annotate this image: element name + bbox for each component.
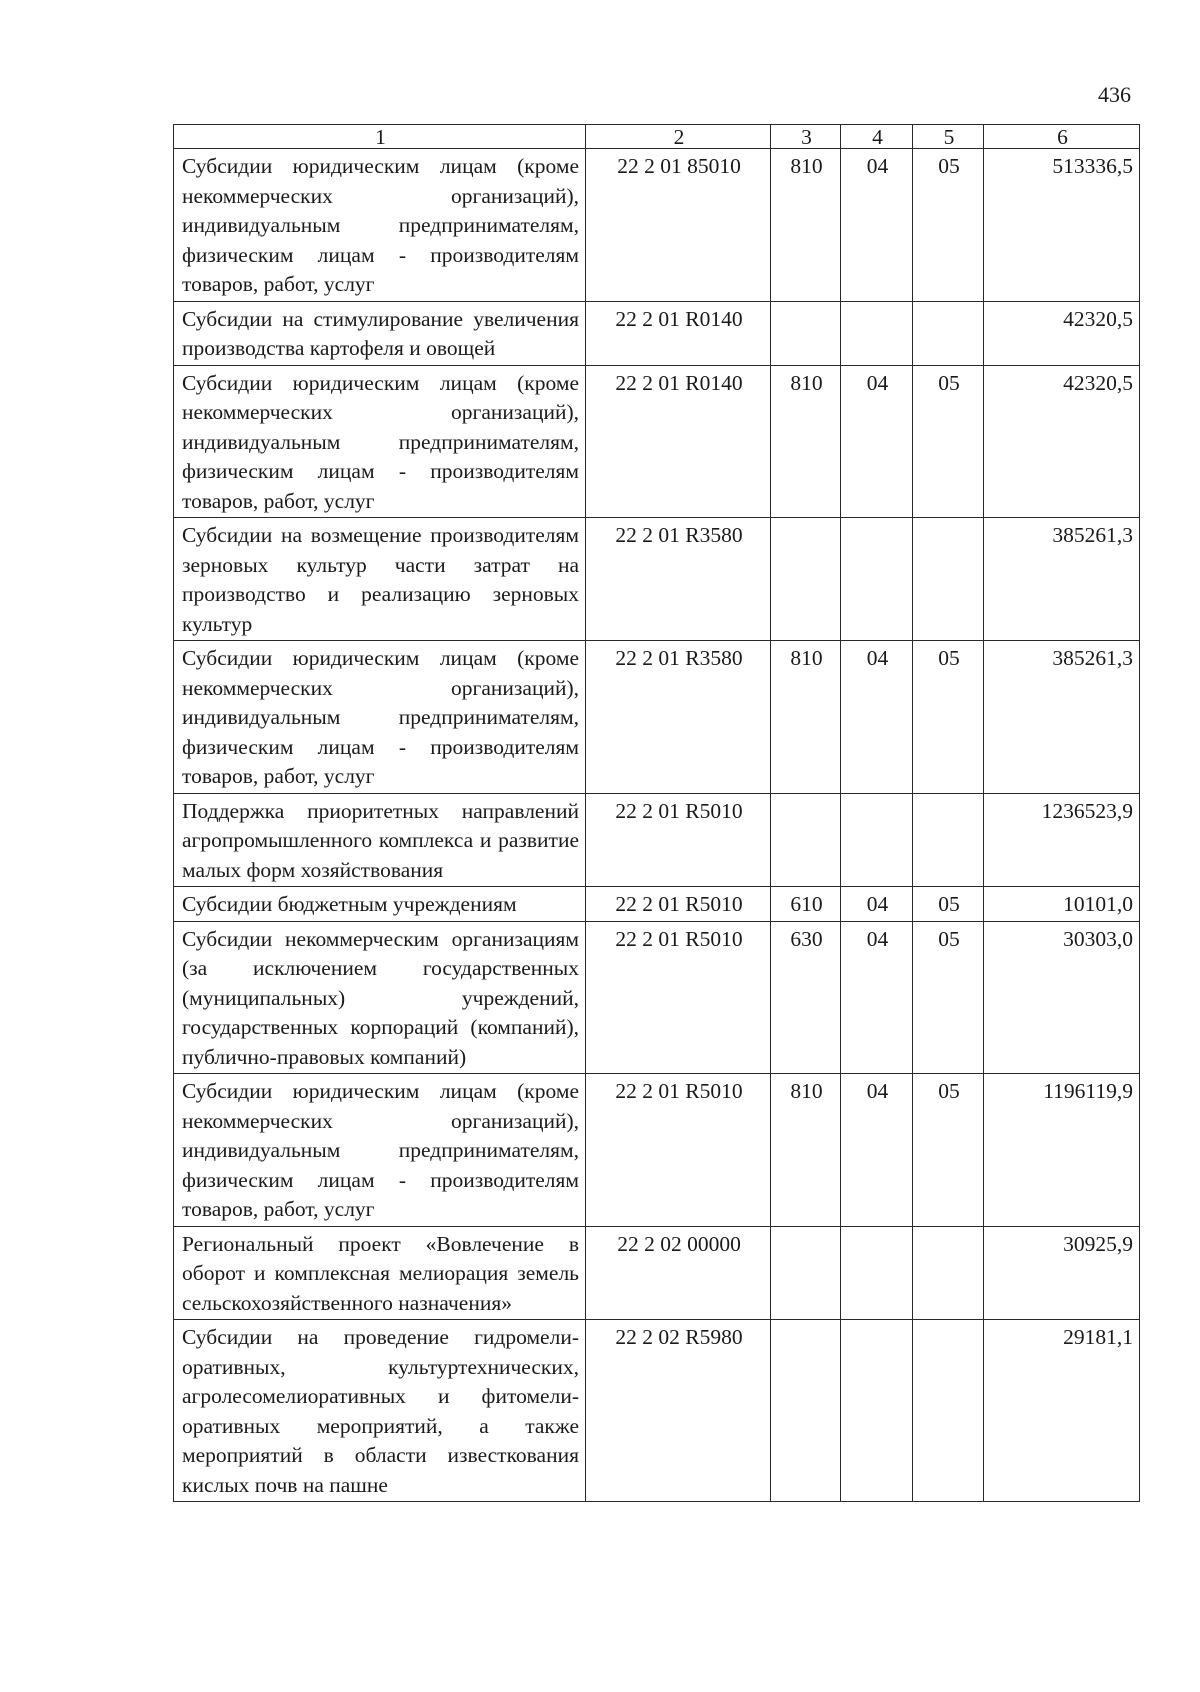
row-code: 22 2 01 R0140 — [586, 365, 771, 518]
row-code: 22 2 01 R5010 — [586, 887, 771, 922]
column-header: 5 — [913, 125, 984, 149]
row-code: 22 2 01 R0140 — [586, 301, 771, 365]
row-col4 — [841, 301, 913, 365]
row-col5 — [913, 793, 984, 887]
row-col4: 04 — [841, 1074, 913, 1227]
table-row — [174, 921, 1140, 1074]
table-row — [174, 149, 1140, 302]
row-col4: 04 — [841, 365, 913, 518]
table-row — [174, 301, 1140, 365]
row-col4 — [841, 518, 913, 641]
row-description: Субсидии юридическим лицам (кроме некоммерческих организаций), индивидуальным предпринимателям, физическим лицам - производителям товаров, работ, услуг — [174, 149, 586, 302]
row-col3 — [771, 1320, 841, 1502]
row-col5 — [913, 518, 984, 641]
row-code: 22 2 02 R5980 — [586, 1320, 771, 1502]
table-row — [174, 887, 1140, 922]
row-col3: 810 — [771, 149, 841, 302]
row-amount: 385261,3 — [984, 641, 1140, 794]
row-description: Субсидии юридическим лицам (кроме некоммерческих организаций), индивидуальным предпринимателям, физическим лицам - производителям товаров, работ, услуг — [174, 1074, 586, 1227]
row-col4: 04 — [841, 887, 913, 922]
row-col3: 630 — [771, 921, 841, 1074]
row-col5 — [913, 1320, 984, 1502]
row-amount: 513336,5 — [984, 149, 1140, 302]
row-description: Региональный проект «Вовлечение в оборот и комплексная мелиорация земель сельскохозяйственного назначения» — [174, 1226, 586, 1320]
column-header: 4 — [841, 125, 913, 149]
row-col5 — [913, 1226, 984, 1320]
row-amount: 1196119,9 — [984, 1074, 1140, 1227]
row-code: 22 2 01 85010 — [586, 149, 771, 302]
row-amount: 30303,0 — [984, 921, 1140, 1074]
row-description: Субсидии юридическим лицам (кроме некоммерческих организаций), индивидуальным предпринимателям, физическим лицам - производителям товаров, работ, услуг — [174, 641, 586, 794]
row-col4: 04 — [841, 641, 913, 794]
row-description: Поддержка приоритетных направлений агропромышленного комплекса и развитие малых форм хозяйствования — [174, 793, 586, 887]
row-amount: 1236523,9 — [984, 793, 1140, 887]
column-header: 3 — [771, 125, 841, 149]
row-code: 22 2 01 R3580 — [586, 518, 771, 641]
row-description: Субсидии на проведение гидромелиоративных, культуртехнических, агролесомелиоративных и фитомелиоративных мероприятий, а также мероприятий в области известкования кислых почв на пашне — [174, 1320, 586, 1502]
row-amount: 30925,9 — [984, 1226, 1140, 1320]
row-code: 22 2 01 R5010 — [586, 793, 771, 887]
row-code: 22 2 01 R3580 — [586, 641, 771, 794]
row-col3: 810 — [771, 1074, 841, 1227]
row-code: 22 2 02 00000 — [586, 1226, 771, 1320]
table-row — [174, 365, 1140, 518]
row-col5: 05 — [913, 149, 984, 302]
table-row — [174, 641, 1140, 794]
row-amount: 29181,1 — [984, 1320, 1140, 1502]
row-col4 — [841, 793, 913, 887]
row-col3 — [771, 1226, 841, 1320]
row-amount: 10101,0 — [984, 887, 1140, 922]
row-col4: 04 — [841, 921, 913, 1074]
row-code: 22 2 01 R5010 — [586, 1074, 771, 1227]
row-description: Субсидии на стимулирование увеличения производства картофеля и овощей — [174, 301, 586, 365]
header-row — [174, 125, 1140, 149]
table-row — [174, 1320, 1140, 1502]
row-col5: 05 — [913, 1074, 984, 1227]
row-col3 — [771, 518, 841, 641]
column-header: 6 — [984, 125, 1140, 149]
row-col5 — [913, 301, 984, 365]
row-code: 22 2 01 R5010 — [586, 921, 771, 1074]
row-col4 — [841, 1320, 913, 1502]
row-col5: 05 — [913, 921, 984, 1074]
table-row — [174, 1226, 1140, 1320]
row-description: Субсидии юридическим лицам (кроме некоммерческих организаций), индивидуальным предпринимателям, физическим лицам - производителям товаров, работ, услуг — [174, 365, 586, 518]
row-description: Субсидии некоммерческим организациям (за исключением государственных (муниципальных) учреждений, государственных корпораций (компаний), публично-правовых компаний) — [174, 921, 586, 1074]
column-header: 1 — [174, 125, 586, 149]
row-amount: 42320,5 — [984, 365, 1140, 518]
row-description: Субсидии на возмещение производителям зерновых культур части затрат на производство и реализацию зерновых культур — [174, 518, 586, 641]
column-header: 2 — [586, 125, 771, 149]
table-row — [174, 518, 1140, 641]
row-description: Субсидии бюджетным учреждениям — [174, 887, 586, 922]
row-col3: 610 — [771, 887, 841, 922]
row-amount: 42320,5 — [984, 301, 1140, 365]
row-col5: 05 — [913, 365, 984, 518]
row-col4 — [841, 1226, 913, 1320]
row-col3: 810 — [771, 365, 841, 518]
page-number: 436 — [1098, 82, 1131, 107]
row-col4: 04 — [841, 149, 913, 302]
row-col3: 810 — [771, 641, 841, 794]
row-col3 — [771, 793, 841, 887]
row-col5: 05 — [913, 887, 984, 922]
row-amount: 385261,3 — [984, 518, 1140, 641]
row-col3 — [771, 301, 841, 365]
row-col5: 05 — [913, 641, 984, 794]
table-row — [174, 793, 1140, 887]
table-row — [174, 1074, 1140, 1227]
budget-table — [173, 124, 1140, 1502]
